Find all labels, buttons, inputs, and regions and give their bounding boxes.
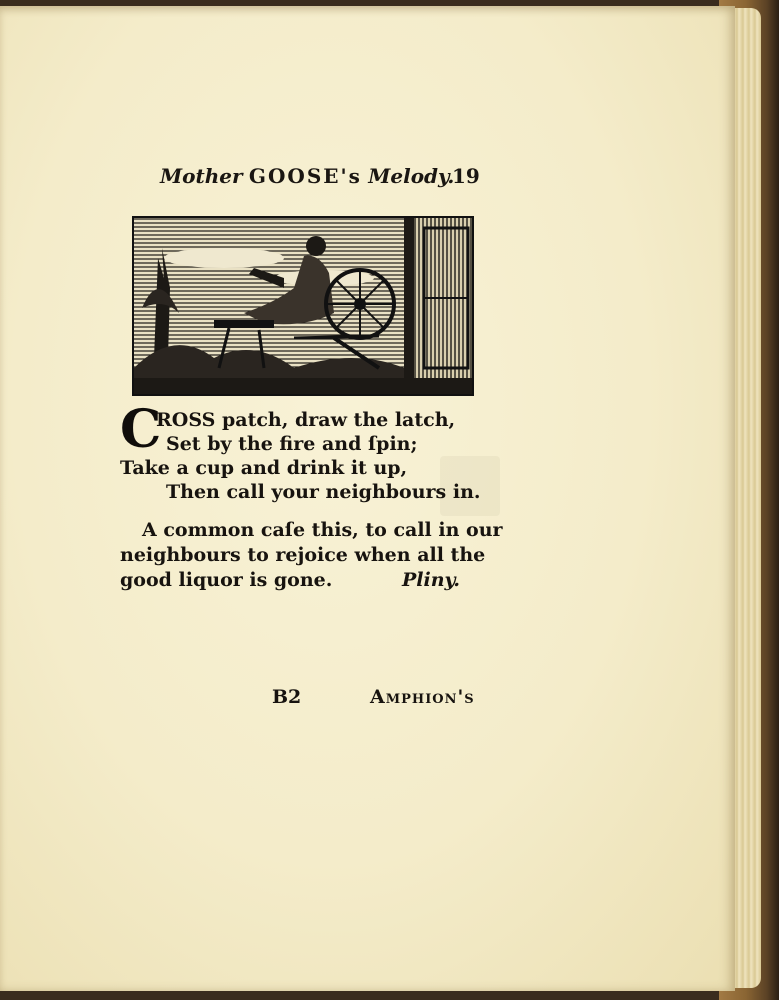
verse-line-1: ROSS patch, draw the latch, [156,409,456,431]
moral-line-2: neighbours to rejoice when all the [120,544,486,566]
running-head-mother: Mother [160,164,243,188]
moral-line-3: good liquor is gone. [120,569,333,591]
page-number: 19 [452,164,480,188]
running-head-goose: GOOSE's [248,164,362,188]
moral-line-1: A common caſe this, to call in our [142,519,503,541]
book-page [0,6,735,991]
woodcut-spinning-woman-icon [132,216,474,396]
running-head-melody: Melody. [368,164,455,188]
signature-mark: B2 [272,686,302,708]
woodcut-illustration [134,218,472,394]
verse-line-3: Take a cup and drink it up, [120,457,408,479]
running-head [160,164,480,198]
verse-line-2: Set by the fire and ſpin; [166,433,418,455]
verse-dropcap: C [120,399,162,460]
catchword: Amphion's [370,686,475,708]
moral-attribution: Pliny. [402,569,461,591]
verse-line-4: Then call your neighbours in. [166,481,481,503]
